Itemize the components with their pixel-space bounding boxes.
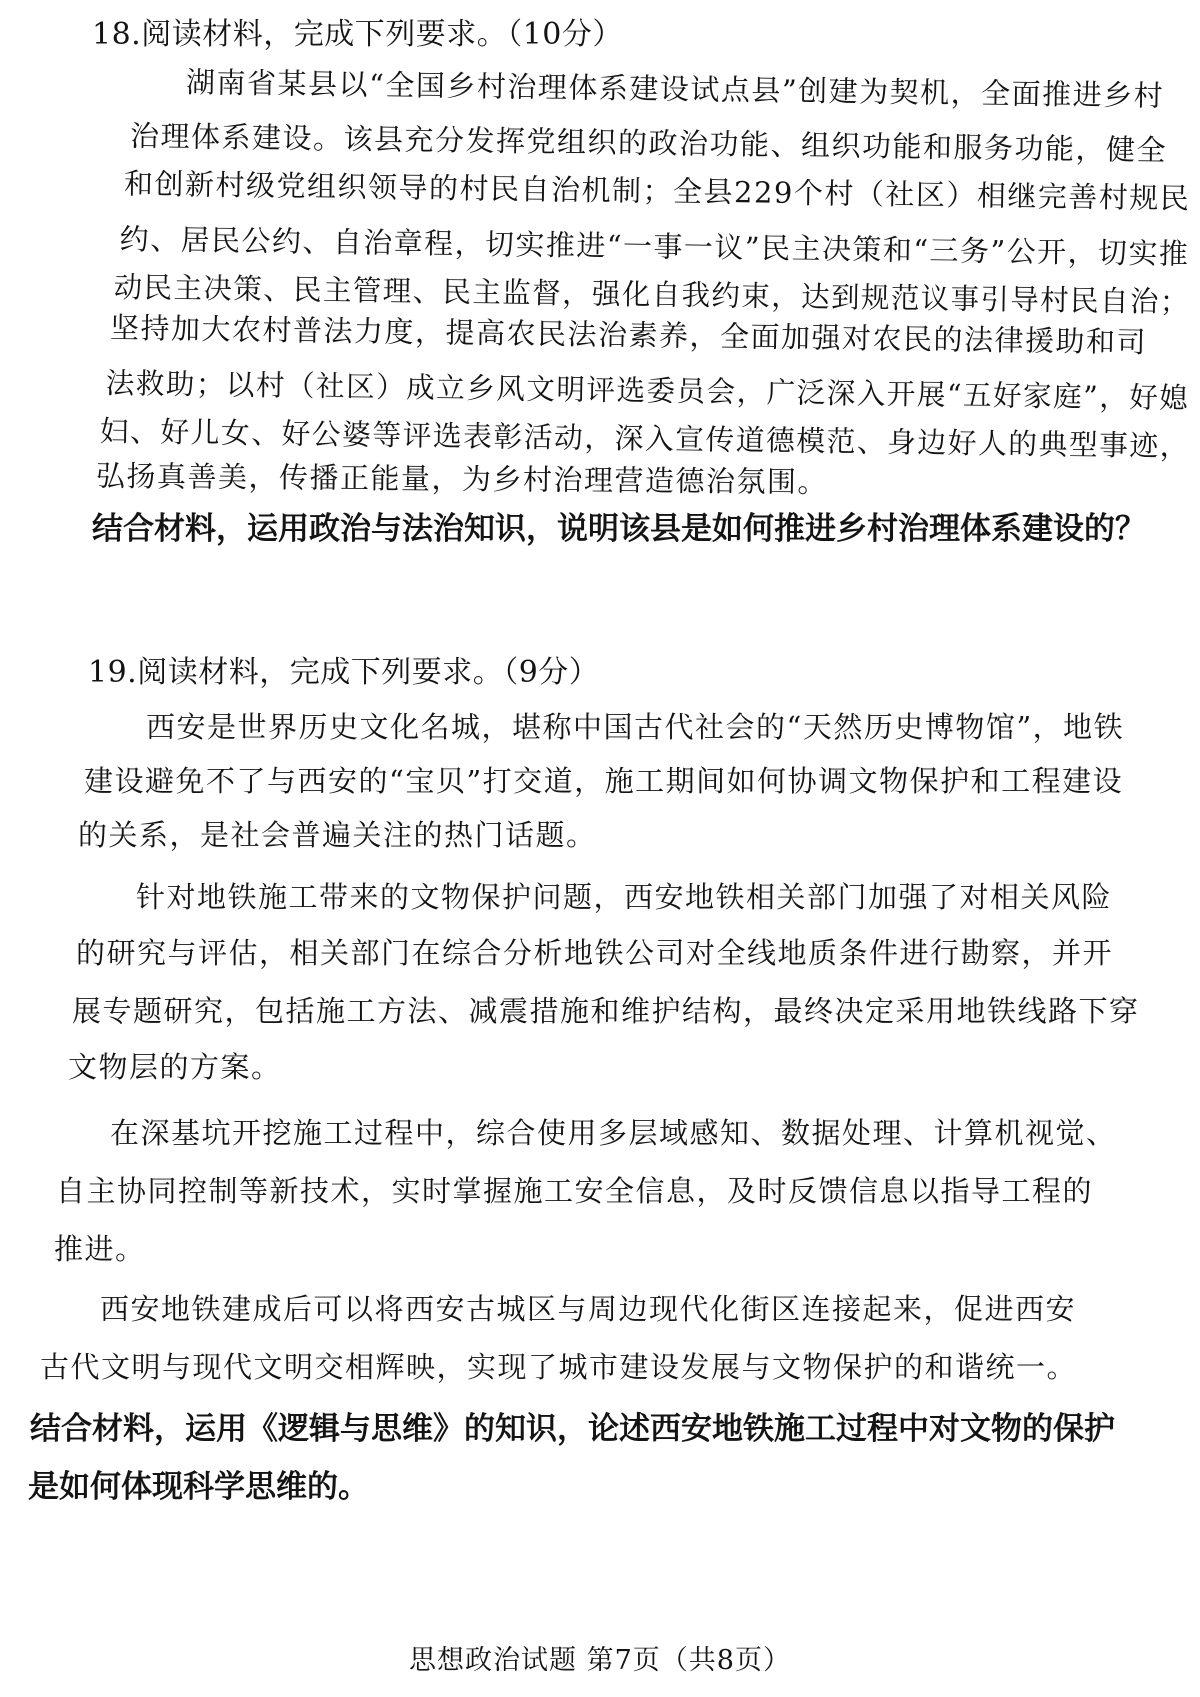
q18-material-line: 妇、好儿女、好公婆等评选表彰活动，深入宣传道德模范、身边好人的典型事迹，	[99, 414, 1191, 464]
q19-material-line: 古代文明与现代文明交相辉映，实现了城市建设发展与文物保护的和谐统一。	[40, 1350, 1078, 1384]
q19-heading: 19.阅读材料，完成下列要求。（9分）	[88, 655, 600, 690]
q19-task-line: 是如何体现科学思维的。	[28, 1469, 369, 1505]
q19-material-line: 推进。	[54, 1232, 146, 1266]
q18-material-line: 弘扬真善美，传播正能量，为乡村治理营造德治氛围。	[95, 458, 829, 500]
q19-material-line: 针对地铁施工带来的文物保护问题，西安地铁相关部门加强了对相关风险	[136, 880, 1113, 914]
q19-material-line: 的研究与评估，相关部门在综合分析地铁公司对全线地质条件进行勘察，并开	[76, 936, 1114, 970]
q19-material-line: 在深基坑开挖施工过程中，综合使用多层域感知、数据处理、计算机视觉、	[110, 1116, 1117, 1150]
q19-material-line: 的关系，是社会普遍关注的热门话题。	[78, 818, 597, 852]
q19-material-line: 自主协同控制等新技术，实时掌握施工安全信息，及时反馈信息以指导工程的	[56, 1174, 1094, 1208]
q18-task: 结合材料，运用政治与法治知识，说明该县是如何推进乡村治理体系建设的？	[92, 511, 1146, 547]
q18-material-line: 和创新村级党组织领导的村民自治机制；全县229个村（社区）相继完善村规民	[123, 166, 1191, 216]
q18-material-line: 湖南省某县以“全国乡村治理体系建设试点县”创建为契机，全面推进乡村	[185, 65, 1165, 113]
q19-material-line: 建设避免不了与西安的“宝贝”打交道，施工期间如何协调文物保护和工程建设	[84, 764, 1124, 798]
q19-material-line: 展专题研究，包括施工方法、减震措施和维护结构，最终决定采用地铁线路下穿	[72, 994, 1140, 1028]
q19-material-line: 西安是世界历史文化名城，堪称中国古代社会的“天然历史博物馆”，地铁	[146, 710, 1125, 744]
q18-material-line: 动民主决策、民主管理、民主监督，强化自我约束，达到规范议事引导村民自治；	[113, 270, 1190, 320]
q18-material-line: 治理体系建设。该县充分发挥党组织的政治功能、组织功能和服务功能，健全	[129, 118, 1168, 168]
q19-material-line: 文物层的方案。	[68, 1050, 282, 1084]
q18-heading: 18.阅读材料，完成下列要求。（10分）	[92, 17, 623, 52]
q18-material-line: 坚持加大农村普法力度，提高农民法治素养，全面加强对农民的法律援助和司	[109, 310, 1148, 360]
page-footer: 思想政治试题 第7页（共8页）	[409, 1645, 791, 1676]
q19-material-line: 西安地铁建成后可以将西安古城区与周边现代化街区连接起来，促进西安	[100, 1292, 1077, 1326]
q18-material-line: 约、居民公约、自治章程，切实推进“一事一议”民主决策和“三务”公开，切实推	[119, 222, 1190, 271]
q19-task-line: 结合材料，运用《逻辑与思维》的知识，论述西安地铁施工过程中对文物的保护	[30, 1411, 1115, 1447]
q18-material-line: 法救助；以村（社区）成立乡风文明评选委员会，广泛深入开展“五好家庭”，好媳	[105, 366, 1190, 416]
